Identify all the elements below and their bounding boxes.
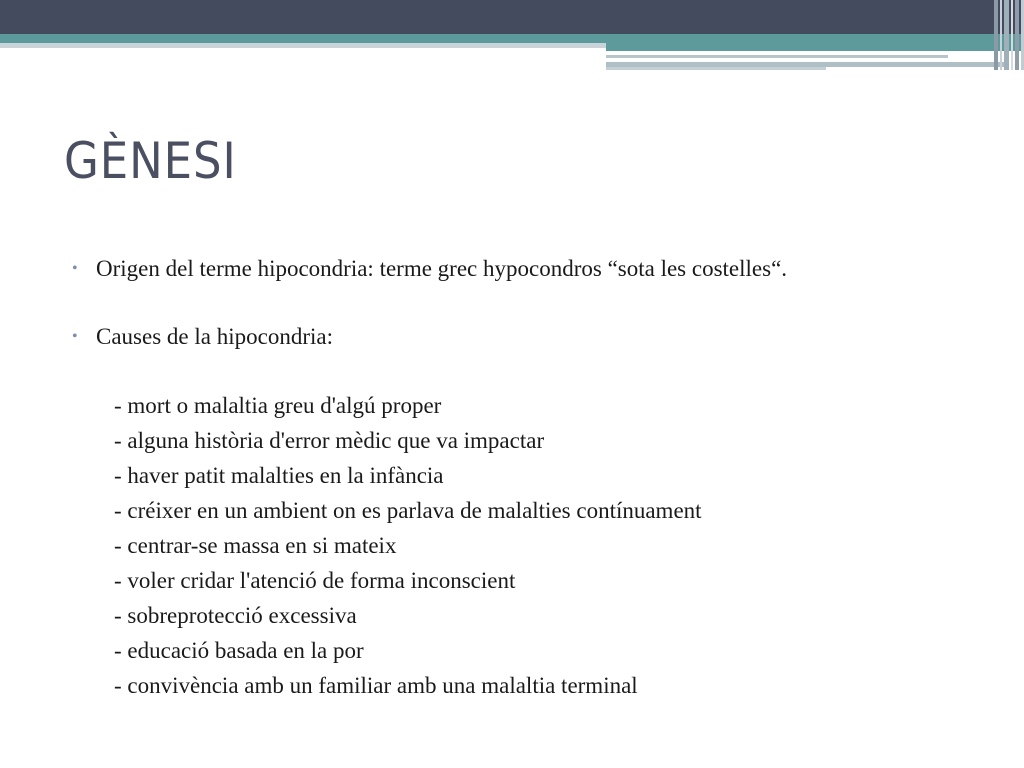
causes-list (72, 388, 992, 703)
slide-body (72, 252, 992, 703)
header-stripe (606, 67, 826, 70)
bullet-text: Origen del terme hipocondria: terme grec hypocondros “sota les costelles“. (96, 256, 788, 281)
header-stripe (606, 55, 948, 58)
header-dark-band (0, 0, 1024, 34)
cause-item: - centrar-se massa en si mateix (114, 533, 397, 558)
cause-item: - alguna història d'error mèdic que va impactar (114, 428, 545, 453)
bullet-icon: • (72, 328, 78, 345)
header-light-band (0, 43, 606, 48)
cause-item: - haver patit malalties en la infància (114, 463, 444, 488)
header-teal-band-right (606, 43, 1024, 51)
bullet-item (72, 252, 992, 286)
cause-item: - voler cridar l'atenció de forma inconscient (114, 568, 516, 593)
slide-title: GÈNESI (64, 132, 237, 190)
header-vertical-bars (994, 0, 1024, 70)
bullet-icon: • (72, 260, 78, 277)
cause-item: - sobreprotecció excessiva (114, 603, 357, 628)
header-teal-band (0, 34, 1024, 43)
cause-item: - mort o malaltia greu d'algú proper (114, 393, 442, 418)
cause-item: - educació basada en la por (114, 638, 364, 663)
bullet-item (72, 320, 992, 354)
cause-item: - créixer en un ambient on es parlava de malalties contínuament (114, 498, 702, 523)
bullet-text: Causes de la hipocondria: (96, 324, 333, 349)
cause-item: - convivència amb un familiar amb una malaltia terminal (114, 673, 638, 698)
